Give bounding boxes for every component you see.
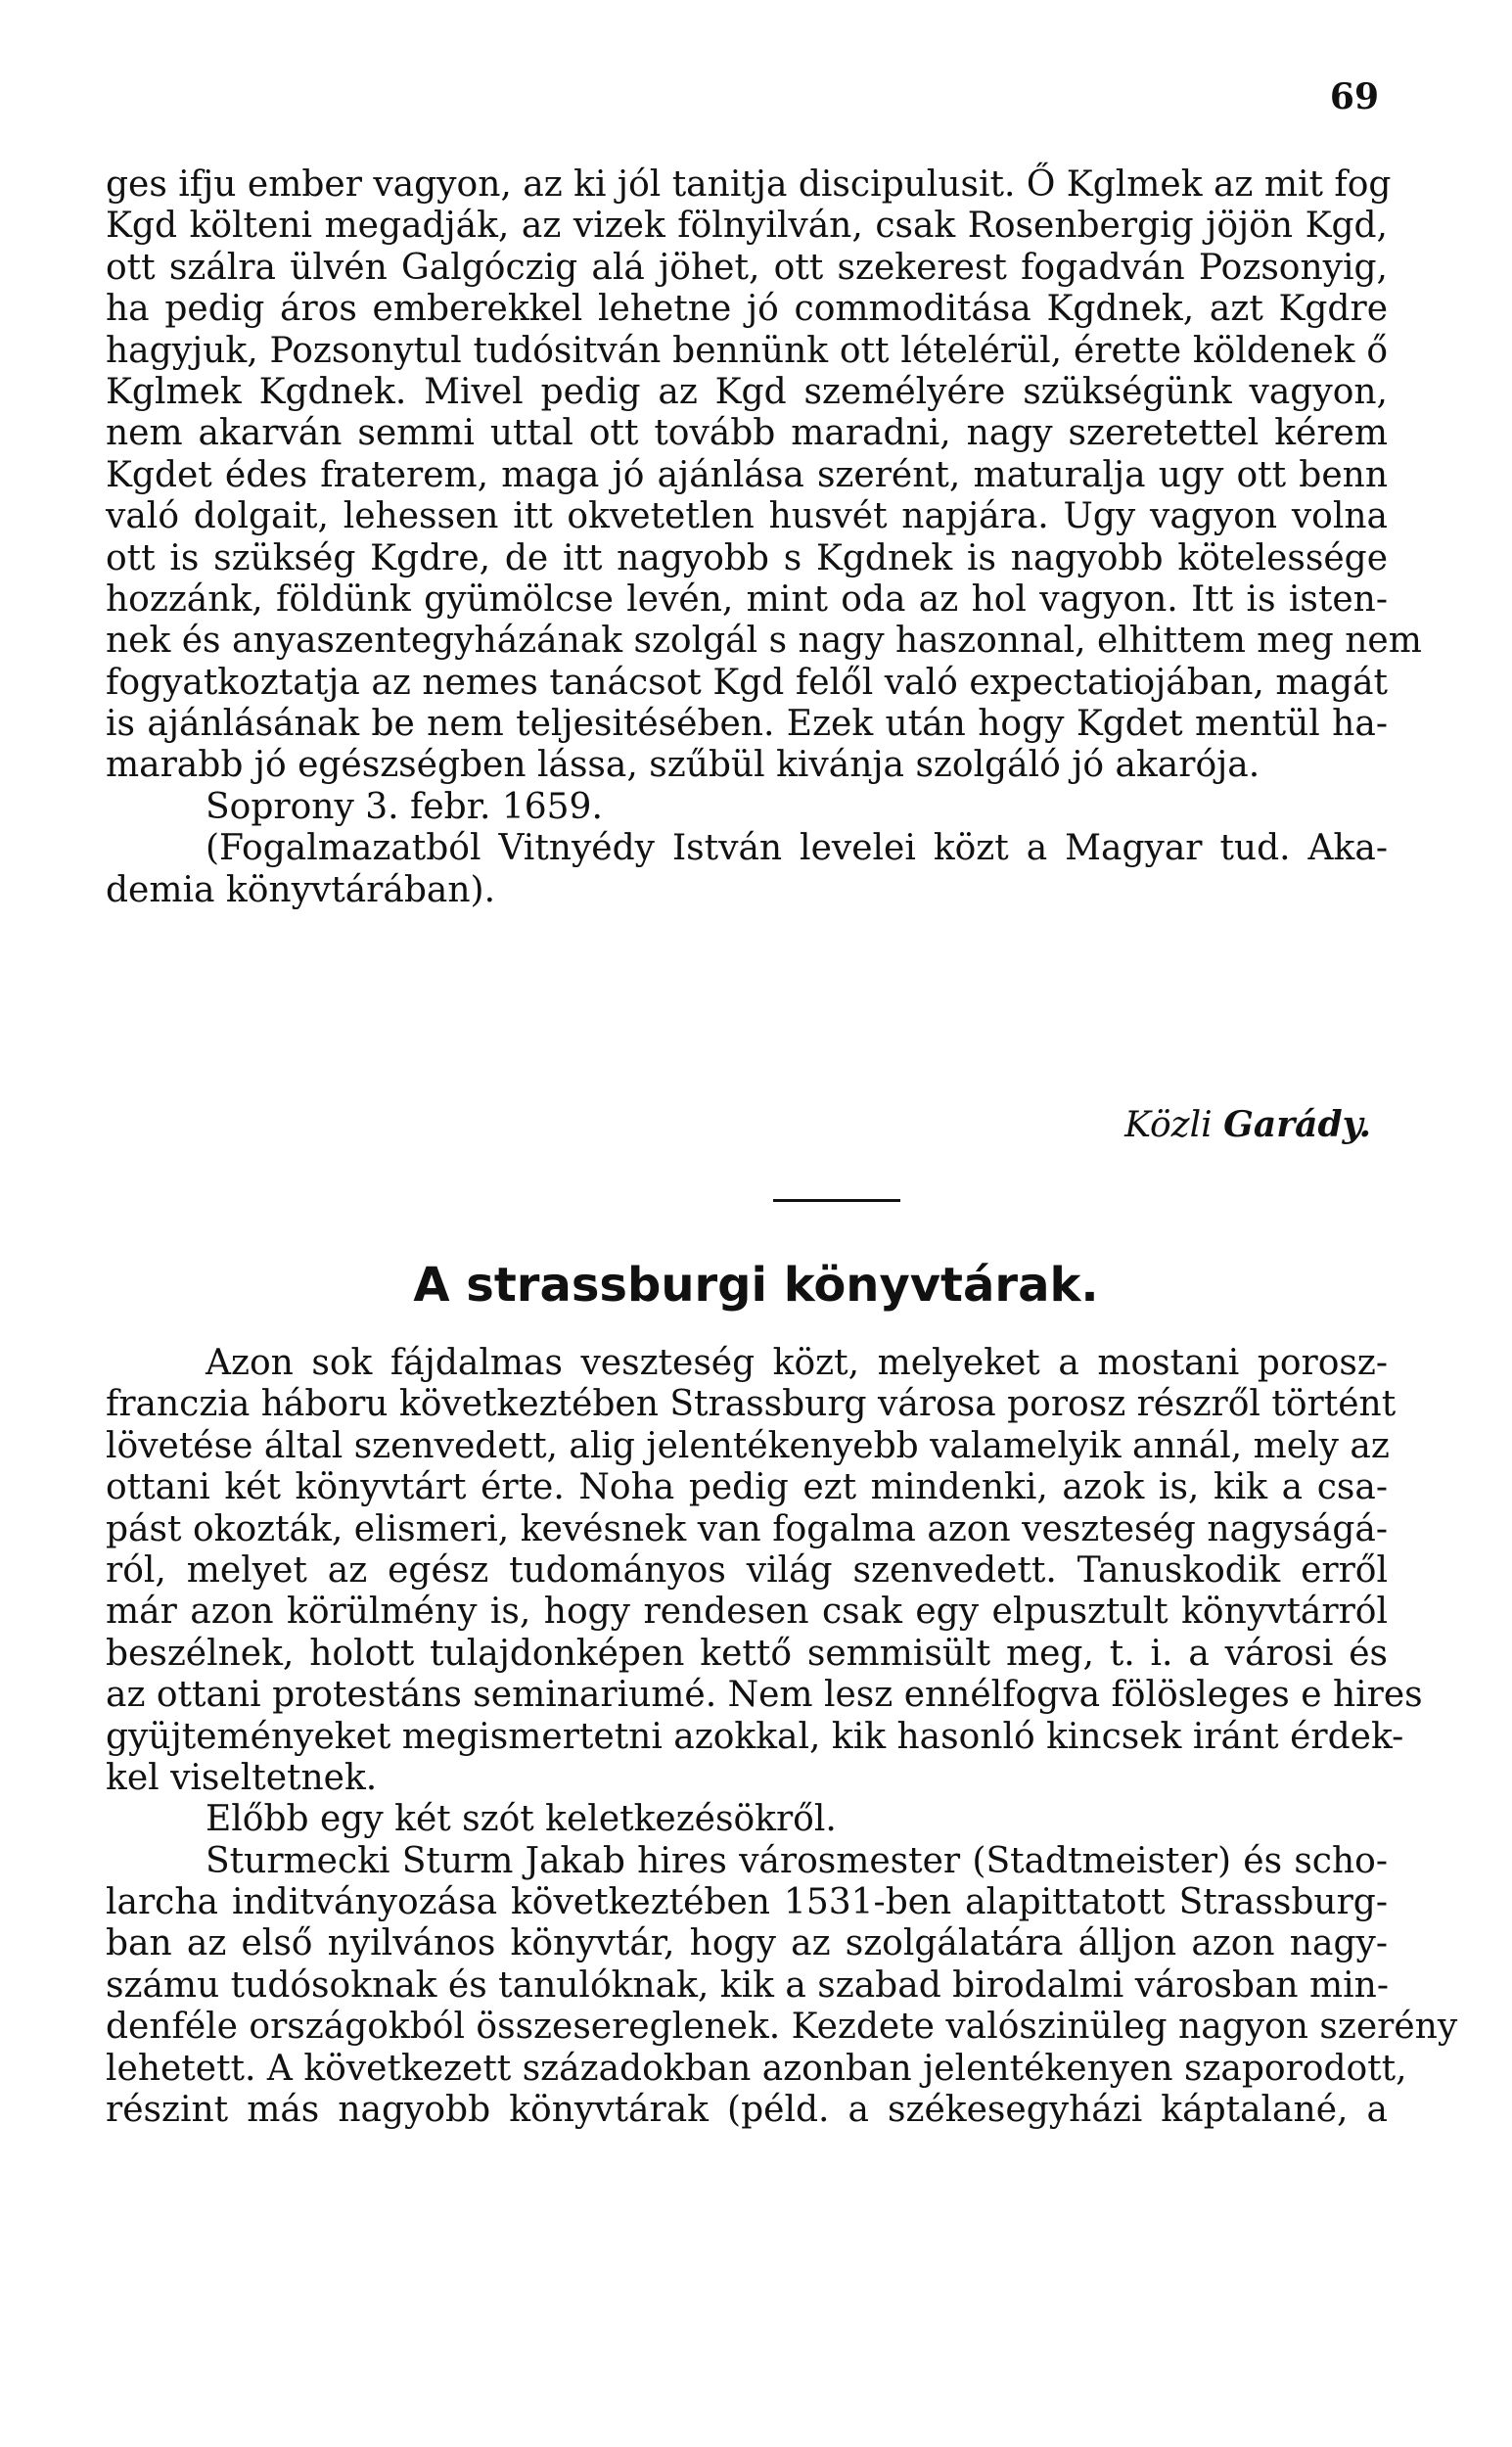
text-line: részint más nagyobb könyvtárak (péld. a székesegyházi káptalané, a <box>106 2090 1388 2131</box>
text-line: nek és anyaszentegyházának szolgál s nagy haszonnal, elhittem meg nem <box>106 621 1422 662</box>
letter-body <box>106 164 1422 911</box>
article-title: A strassburgi könyvtárak. <box>413 1258 1099 1313</box>
text-line: Előbb egy két szót keletkezésökről. <box>206 1799 837 1840</box>
text-line: fogyatkoztatja az nemes tanácsot Kgd felől való expectatiojában, magát <box>106 662 1388 703</box>
text-line: lövetése által szenvedett, alig jelentékenyebb valamelyik annál, mely az <box>106 1425 1390 1466</box>
source-note-line: (Fogalmazatból Vitnyédy István levelei közt a Magyar tud. Aka- <box>206 828 1388 869</box>
text-line: gyüjteményeket megismertetni azokkal, kik hasonló kincsek iránt érdek- <box>106 1716 1404 1757</box>
text-line: ha pedig áros emberekkel lehetne jó commoditása Kgdnek, azt Kgdre <box>106 289 1388 330</box>
signature-prefix: Közli <box>1124 1105 1213 1145</box>
text-line: már azon körülmény is, hogy rendesen csak egy elpusztult könyvtárról <box>106 1592 1388 1633</box>
text-line: lehetett. A következett századokban azonban jelentékenyen szaporodott, <box>106 2048 1407 2089</box>
text-line: számu tudósoknak és tanulóknak, kik a szabad birodalmi városban min- <box>106 1964 1390 2006</box>
text-line: marabb jó egészségben lássa, szűbül kivánja szolgáló jó akarója. <box>106 745 1260 786</box>
text-line: Sturmecki Sturm Jakab hires városmester (Stadtmeister) és scho- <box>206 1840 1388 1881</box>
text-line: nem akarván semmi uttal ott tovább maradni, nagy szeretettel kérem <box>106 413 1388 454</box>
signature <box>1124 1104 1371 1145</box>
text-line: pást okozták, elismeri, kevésnek van fogalma azon veszteség nagyságá- <box>106 1508 1388 1549</box>
text-line: denféle országokból összesereglenek. Kezdete valószinüleg nagyon szerény <box>106 2007 1458 2048</box>
section-divider <box>773 1199 900 1202</box>
text-line: Kgdet édes fraterem, maga jó ajánlása szerént, maturalja ugy ott benn <box>106 454 1388 495</box>
article-body <box>106 1343 1458 2131</box>
text-line: hozzánk, földünk gyümölcse levén, mint oda az hol vagyon. Itt is isten- <box>106 578 1388 620</box>
text-line: ról, melyet az egész tudományos világ szenvedett. Tanuskodik erről <box>106 1549 1388 1591</box>
text-line: larcha inditványozása következtében 1531-ben alapittatott Strassburg- <box>106 1882 1388 1923</box>
text-line: ott is szükség Kgdre, de itt nagyobb s Kgdnek is nagyobb kötelessége <box>106 537 1388 578</box>
page-number: 69 <box>1329 76 1379 117</box>
text-line: ott szálra ülvén Galgóczig alá jöhet, ott szekerest fogadván Pozsonyig, <box>106 247 1388 288</box>
source-note-line: demia könyvtárában). <box>106 869 496 910</box>
text-line: ban az első nyilvános könyvtár, hogy az szolgálatára álljon azon nagy- <box>106 1923 1388 1964</box>
dateline: Soprony 3. febr. 1659. <box>206 786 603 827</box>
text-line: beszélnek, holott tulajdonképen kettő semmisült meg, t. i. a városi és <box>106 1633 1388 1674</box>
signature-name: Garády. <box>1223 1104 1371 1145</box>
text-line: az ottani protestáns seminariumé. Nem lesz ennélfogva fölösleges e hires <box>106 1675 1423 1716</box>
text-line: Kglmek Kgdnek. Mivel pedig az Kgd személyére szükségünk vagyon, <box>106 371 1388 412</box>
text-line: franczia háboru következtében Strassburg városa porosz részről történt <box>106 1384 1397 1425</box>
text-line: való dolgait, lehessen itt okvetetlen husvét napjára. Ugy vagyon volna <box>106 496 1388 537</box>
text-line: Azon sok fájdalmas veszteség közt, melyeket a mostani porosz- <box>206 1343 1388 1383</box>
text-line: Kgd költeni megadják, az vizek fölnyilván, csak Rosenbergig jöjön Kgd, <box>106 206 1388 247</box>
text-line: kel viseltetnek. <box>106 1757 378 1798</box>
text-line: ges ifju ember vagyon, az ki jól tanitja discipulusit. Ő Kglmek az mit fog <box>106 164 1392 205</box>
text-line: hagyjuk, Pozsonytul tudósitván bennünk ott lételérül, érette köldenek ő <box>106 330 1388 371</box>
text-line: is ajánlásának be nem teljesitésében. Ezek után hogy Kgdet mentül ha- <box>106 704 1388 745</box>
text-line: ottani két könyvtárt érte. Noha pedig ezt mindenki, azok is, kik a csa- <box>106 1467 1388 1508</box>
